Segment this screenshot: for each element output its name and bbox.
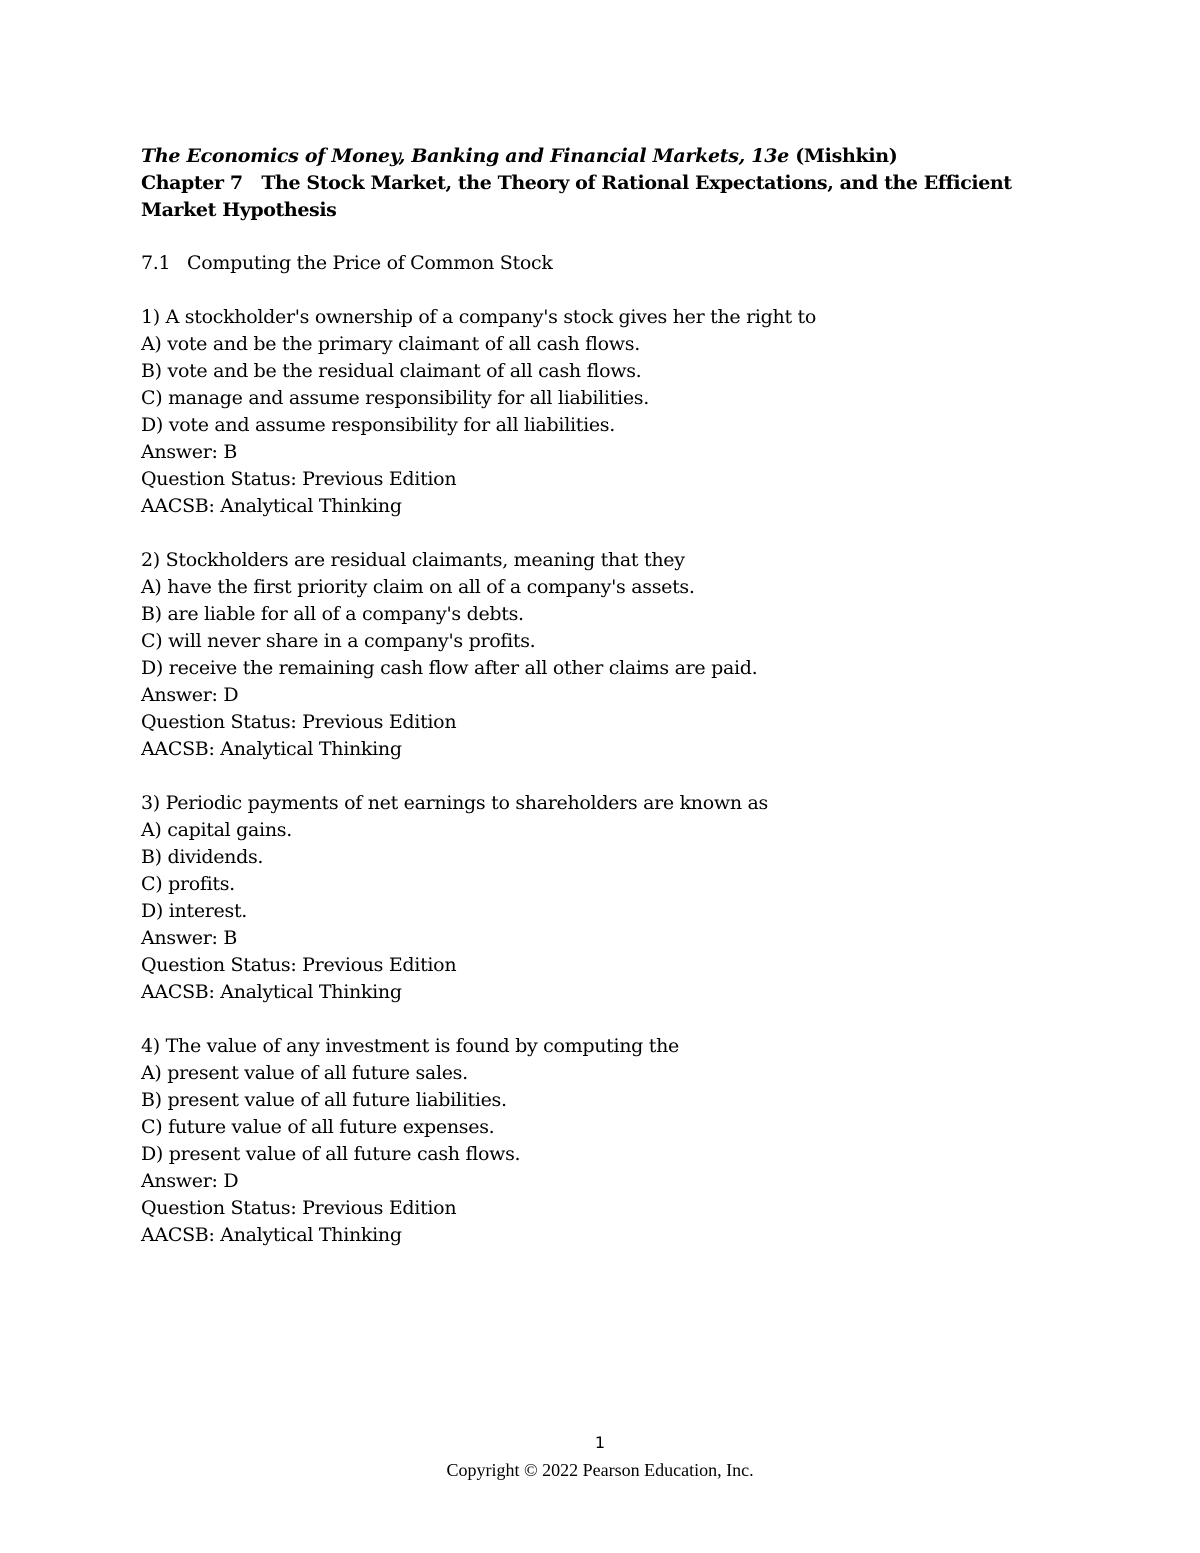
- answer-option: C) manage and assume responsibility for all liabilities.: [141, 387, 649, 409]
- document-header: [141, 143, 1041, 224]
- section-title: Computing the Price of Common Stock: [187, 252, 553, 274]
- correct-answer: Answer: D: [141, 1170, 239, 1192]
- section-number: 7.1: [141, 252, 171, 274]
- answer-option: C) profits.: [141, 873, 235, 895]
- answer-option: B) are liable for all of a company's debts.: [141, 603, 524, 625]
- answer-option: A) present value of all future sales.: [141, 1062, 468, 1084]
- aacsb-tag: AACSB: Analytical Thinking: [141, 738, 402, 760]
- answer-option: C) will never share in a company's profits.: [141, 630, 536, 652]
- answer-option: D) interest.: [141, 900, 248, 922]
- book-title: The Economics of Money, Banking and Financial Markets, 13e: [141, 145, 789, 167]
- aacsb-tag: AACSB: Analytical Thinking: [141, 495, 402, 517]
- answer-option: C) future value of all future expenses.: [141, 1116, 495, 1138]
- question-stem: 2) Stockholders are residual claimants, meaning that they: [141, 549, 685, 571]
- question-block: [141, 547, 1041, 763]
- answer-option: B) vote and be the residual claimant of all cash flows.: [141, 360, 642, 382]
- question-status: Question Status: Previous Edition: [141, 711, 457, 733]
- page-content: [141, 143, 1041, 1276]
- answer-option: D) present value of all future cash flows.: [141, 1143, 521, 1165]
- question-status: Question Status: Previous Edition: [141, 1197, 457, 1219]
- correct-answer: Answer: B: [141, 441, 238, 463]
- correct-answer: Answer: B: [141, 927, 238, 949]
- question-block: [141, 304, 1041, 520]
- page-number: 1: [594, 1433, 606, 1452]
- answer-option: D) vote and assume responsibility for all liabilities.: [141, 414, 615, 436]
- question-stem: 1) A stockholder's ownership of a company's stock gives her the right to: [141, 306, 817, 328]
- question-stem: 3) Periodic payments of net earnings to shareholders are known as: [141, 792, 768, 814]
- copyright-notice: Copyright © 2022 Pearson Education, Inc.: [446, 1460, 754, 1480]
- chapter-title-line: [141, 170, 1041, 197]
- aacsb-tag: AACSB: Analytical Thinking: [141, 981, 402, 1003]
- section-heading: [141, 250, 1041, 277]
- book-title-line: [141, 143, 1041, 170]
- answer-option: D) receive the remaining cash flow after all other claims are paid.: [141, 657, 758, 679]
- answer-option: A) have the first priority claim on all of a company's assets.: [141, 576, 695, 598]
- chapter-title-continuation: Market Hypothesis: [141, 199, 337, 221]
- aacsb-tag: AACSB: Analytical Thinking: [141, 1224, 402, 1246]
- answer-option: B) dividends.: [141, 846, 264, 868]
- book-author: (Mishkin): [788, 145, 898, 167]
- question-stem: 4) The value of any investment is found by computing the: [141, 1035, 680, 1057]
- chapter-title: The Stock Market, the Theory of Rational Expectations, and the Efficient: [261, 172, 1012, 194]
- question-block: [141, 790, 1041, 1006]
- answer-option: A) vote and be the primary claimant of all cash flows.: [141, 333, 640, 355]
- question-status: Question Status: Previous Edition: [141, 468, 457, 490]
- question-status: Question Status: Previous Edition: [141, 954, 457, 976]
- question-block: [141, 1033, 1041, 1249]
- correct-answer: Answer: D: [141, 684, 239, 706]
- chapter-label: Chapter 7: [141, 172, 243, 194]
- answer-option: A) capital gains.: [141, 819, 292, 841]
- answer-option: B) present value of all future liabilities.: [141, 1089, 507, 1111]
